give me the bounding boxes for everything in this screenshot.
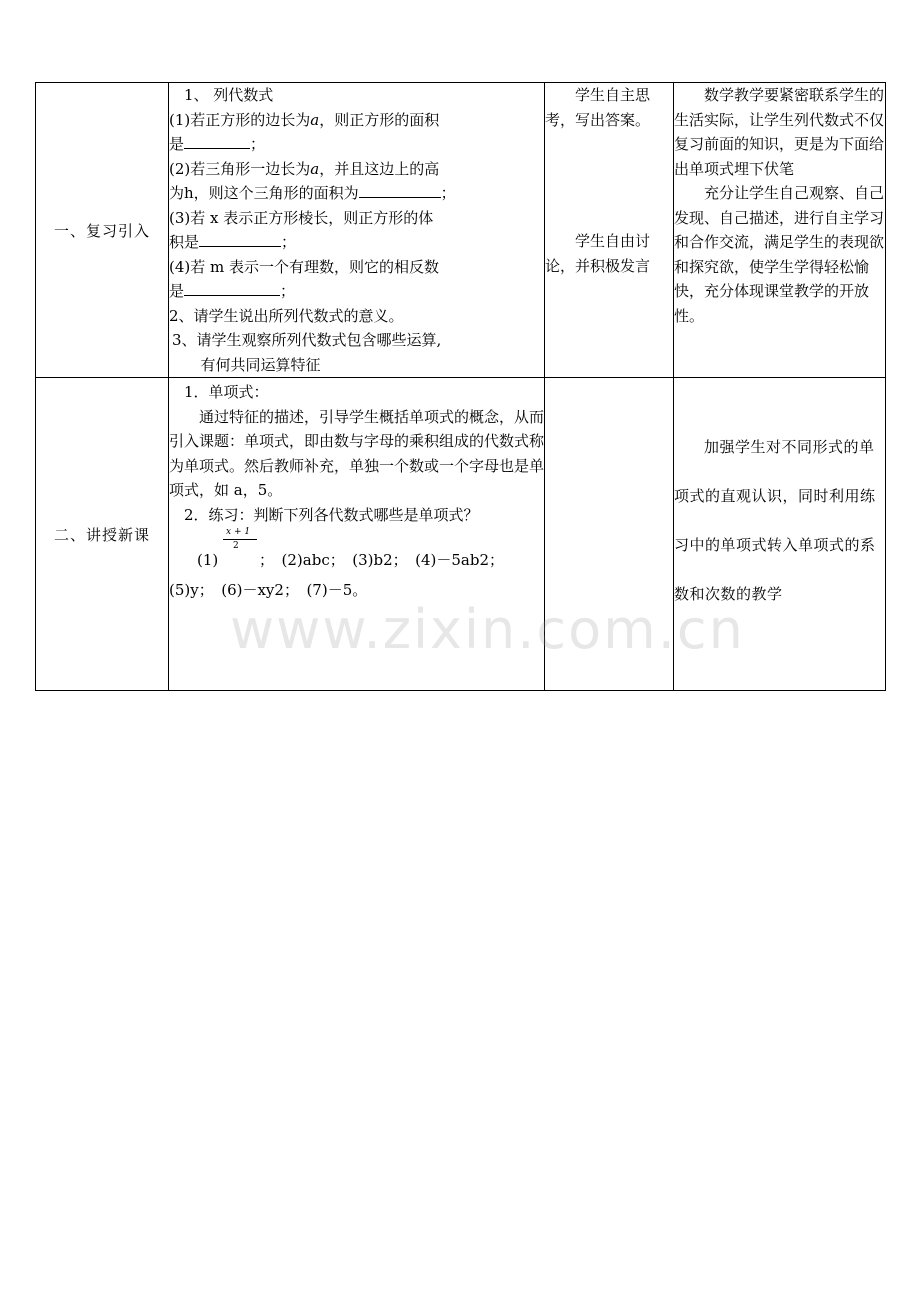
question-2-cont: 为h，则这个三角形的面积为 ；	[169, 181, 544, 206]
student-activity-2: 学生自由讨论，并积极发言	[545, 232, 651, 275]
design-intent-text: 加强学生对不同形式的单项式的直观认识，同时利用练习中的单项式转入单项式的系数和次数的教学	[674, 438, 876, 603]
question-4: (4)若 m 表示一个有理数，则它的相反数	[169, 257, 440, 276]
table-row	[36, 83, 886, 378]
question-1: (1)若正方形的边长为a，则正方形的面积	[169, 110, 440, 129]
student-activity-1: 学生自主思考，写出答案。	[545, 86, 651, 129]
item-2: 2、请学生说出所列代数式的意义。	[169, 306, 404, 325]
fraction-expression: $\frac{x + 1}{2}$	[223, 541, 259, 561]
review-heading: 1、 列代数式	[184, 86, 274, 104]
answer-blank[interactable]	[184, 132, 250, 149]
student-activity-review	[545, 83, 674, 378]
stage-new-lesson: 二、讲授新课	[36, 378, 169, 691]
design-intent-1: 数学教学要紧密联系学生的生活实际，让学生列代数式不仅复习前面的知识，更是为下面给出单项式埋下伏笔	[674, 86, 885, 178]
review-content	[169, 83, 545, 378]
concept-paragraph: 通过特征的描述，引导学生概括单项式的概念，从而引入课题：单项式，即由数与字母的乘积组成的代数式称为单项式。然后教师补充，单独一个数或一个字母也是单项式，如 a，5。	[169, 407, 545, 499]
question-4-cont: 是 ；	[169, 279, 544, 304]
question-3: (3)若 x 表示正方形棱长，则正方形的体	[169, 208, 434, 227]
item-3: 3、请学生观察所列代数式包含哪些运算, 有何共同运算特征	[172, 331, 442, 374]
practice-heading: 2．练习：判断下列各代数式哪些是单项式？	[184, 505, 479, 524]
question-2: (2)若三角形一边长为a，并且这边上的高	[169, 159, 440, 178]
answer-blank[interactable]	[359, 181, 441, 198]
watermark: www.zixin.com.cn	[230, 598, 745, 661]
stage-review: 一、复习引入	[36, 83, 169, 378]
question-1-cont: 是 ；	[169, 132, 544, 157]
exercise-line-1: (1) $\frac{x + 1}{2}$ ； (2)abc； (3)b2； (4)－5ab2；	[197, 527, 504, 569]
new-lesson-heading: 1．单项式：	[184, 383, 269, 401]
answer-blank[interactable]	[184, 279, 280, 296]
question-3-cont: 积是 ；	[169, 230, 544, 255]
answer-blank[interactable]	[199, 230, 281, 247]
exercise-line-2: (5)y； (6)－xy2； (7)－5。	[169, 581, 368, 599]
design-intent-review	[674, 83, 886, 378]
design-intent-2: 充分让学生自己观察、自己发现、自己描述，进行自主学习和合作交流，满足学生的表现欲和探究欲，使学生学得轻松愉快，充分体现课堂教学的开放性。	[674, 184, 885, 325]
